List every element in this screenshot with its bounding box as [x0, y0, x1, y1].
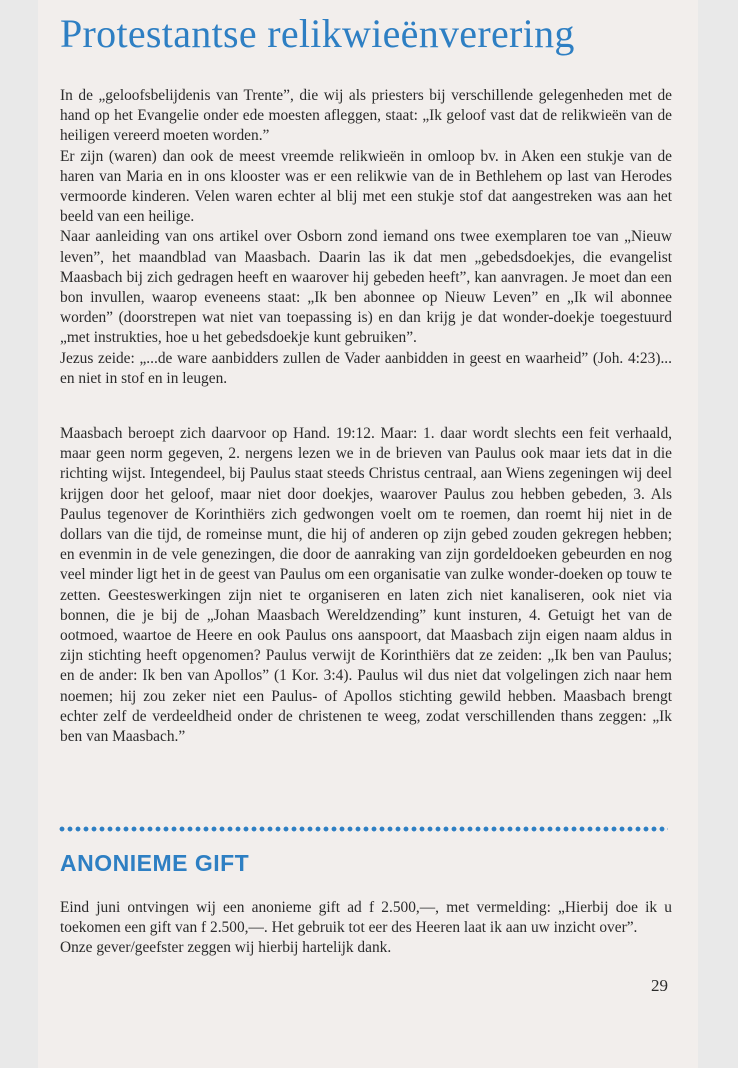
paragraph: Er zijn (waren) dan ook de meest vreemde relikwieën in omloop bv. in Aken een stukje van de haren van Maria en in ons klooster was er een relikwie van de in Bethlehem op last van Herodes vermoorde kinderen. Velen waren echter al blij met een stukje stof dat aangestreken was aan het beeld van een heilige.: [60, 147, 672, 226]
paragraph: Jezus zeide: „...de ware aanbidders zullen de Vader aanbidden in geest en waarheid” (Joh. 4:23)... en niet in stof en in leugen.: [60, 349, 672, 387]
paragraph: Onze gever/geefster zeggen wij hierbij hartelijk dank.: [60, 939, 392, 957]
gift-text: [60, 898, 672, 959]
paragraph: Maasbach beroept zich daarvoor op Hand. 19:12. Maar: 1. daar wordt slechts een feit verhaald, maar geen norm gegeven, 2. nergens lezen we in de brieven van Paulus ook maar iets dat in die richting wijst. Integendeel, bij Paulus staat steeds Christus centraal, aan Wiens zegeningen wij deel krijgen door het geloof, maar niet door doekjes, waarover Paulus zou hebben gebeden, 3. Als Paulus tegenover de Korinthiërs zich gedwongen voelt om te roemen, dan roemt hij niet in de dollars van die tijd, de romeinse munt, die hij of anderen op zijn gebed zouden gekregen hebben; en evenmin in de vele genezingen, die door de aanraking van zijn gordeldoeken gebeurden en nog veel minder ligt het in de geest van Paulus om een organisatie van zulke wonder-doeken op touw te zetten. Geesteswerkingen zijn niet te organiseren en laten zich niet kanaliseren, ook niet via bonnen, die je bij de „Johan Maasbach Wereldzending” kunt insturen, 4. Getuigt het van de ootmoed, waartoe de Heere en ook Paulus ons aanspoort, dat Maasbach zijn eigen naam aldus in zijn stichting heeft opgenomen? Paulus verwijt de Korinthiërs dat ze zeiden: „Ik ben van Paulus; en de ander: Ik ben van Apollos” (1 Kor. 3:4). Paulus wil dus niet dat volgelingen zich naar hem noemen; hij zou zeker niet een Paulus- of Apollos stichting gewild hebben. Maasbach brengt echter zelf de verdeeldheid onder de christenen te weeg, zodat verschillenden thans zeggen: „Ik ben van Maasbach.”: [60, 425, 672, 746]
page-number: 29: [651, 976, 668, 995]
article-intro: [60, 86, 672, 389]
article-title: Protestantse relikwieënverering: [60, 11, 575, 56]
gift-heading: ANONIEME GIFT: [60, 850, 250, 876]
paragraph: In de „geloofsbelijdenis van Trente”, die wij als priesters bij verschillende gelegenheden met de hand op het Evangelie onder ede moesten afleggen, staat: „Ik geloof vast dat de relikwieën van de heiligen vereerd moeten worden.”: [60, 87, 672, 145]
paragraph: Naar aanleiding van ons artikel over Osborn zond iemand ons twee exemplaren toe van „Nieuw leven”, het maandblad van Maasbach. Daarin las ik dat men „gebedsdoekjes, die evangelist Maasbach bij zich gedragen heeft en waarover hij gebeden heeft”, kan aanvragen. Je moet dan een bon invullen, waarop eveneens staat: „Ik ben abonnee op Nieuw Leven” en „Ik wil abonnee worden” (doorstrepen wat niet van toepassing is) en dan krijg je dat wonder-doekje toegestuurd „met instrukties, hoe u het gebedsdoekje kunt gebruiken”.: [60, 228, 672, 347]
article-argument: [60, 424, 672, 747]
page: [38, 0, 698, 1068]
dotted-divider: [58, 825, 668, 835]
paragraph: Eind juni ontvingen wij een anonieme gift ad f 2.500,—, met vermelding: „Hierbij doe ik u toekomen een gift van f 2.500,—. Het gebruik tot eer des Heeren laat ik aan uw inzicht over”.: [60, 899, 672, 937]
